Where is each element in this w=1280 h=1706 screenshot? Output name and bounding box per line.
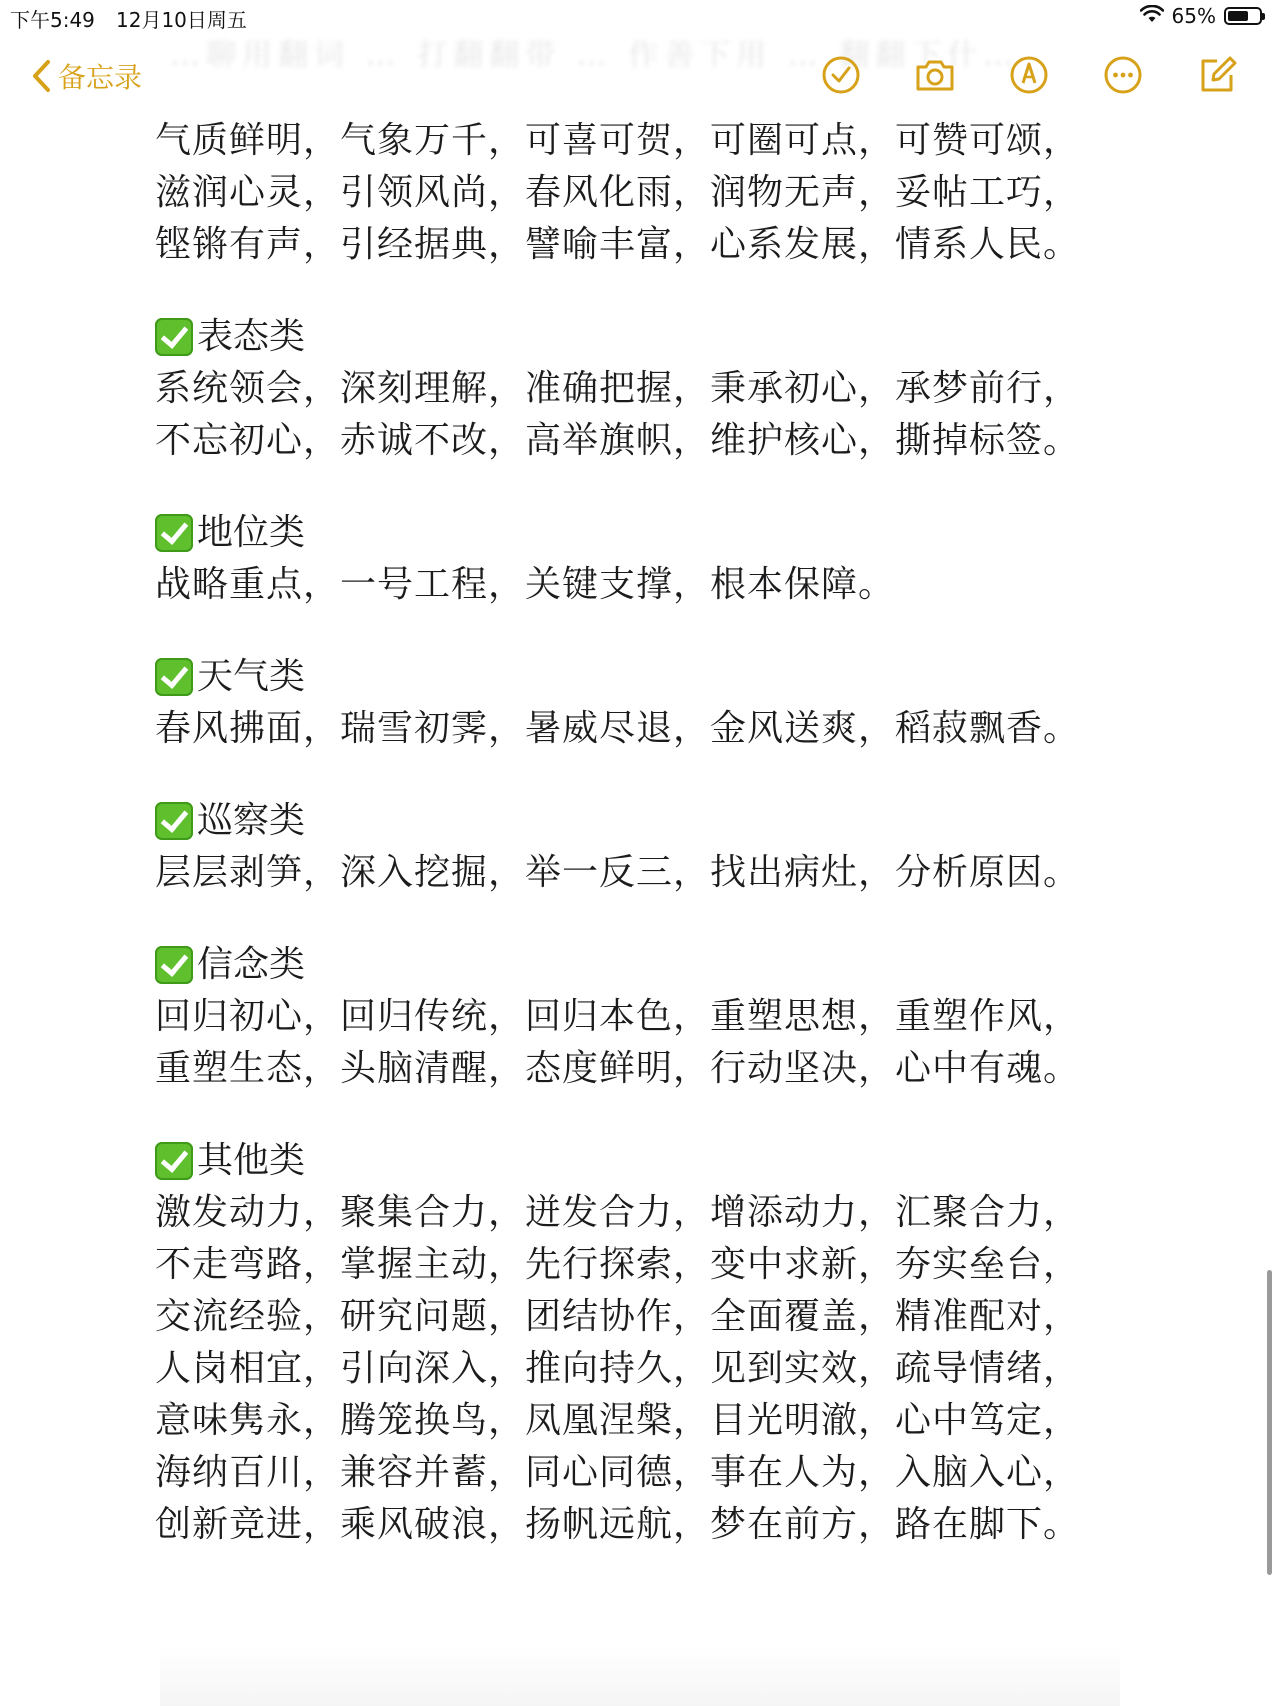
- toolbar: [818, 52, 1240, 98]
- note-line: 不走弯路，掌握主动，先行探索，变中求新，夯实垒台，: [155, 1244, 1081, 1285]
- section-heading: [155, 507, 1155, 559]
- checklist-icon: [819, 53, 863, 97]
- note-line: 滋润心灵，引领风尚，春风化雨，润物无声，妥帖工巧，: [155, 172, 1081, 213]
- section-heading: [155, 311, 1155, 363]
- note-line: 春风拂面，瑞雪初霁，暑威尽退，金风送爽，稻菽飘香。: [155, 708, 1081, 749]
- note-line: 回归初心，回归传统，回归本色，重塑思想，重塑作风，: [155, 996, 1081, 1037]
- checklist-button[interactable]: [818, 52, 864, 98]
- note-line: 铿锵有声，引经据典，譬喻丰富，心系发展，情系人民。: [155, 224, 1081, 265]
- section-title: 其他类: [197, 1140, 306, 1181]
- back-button[interactable]: [30, 56, 142, 96]
- note-line: 重塑生态，头脑清醒，态度鲜明，行动坚决，心中有魂。: [155, 1048, 1081, 1089]
- note-line: 人岗相宜，引向深入，推向持久，见到实效，疏导情绪，: [155, 1348, 1081, 1389]
- note-line: 气质鲜明，气象万千，可喜可贺，可圈可点，可赞可颂，: [155, 120, 1081, 161]
- check-mark-icon: [155, 514, 193, 552]
- section-tianqi: [155, 651, 1155, 755]
- check-mark-icon: [155, 946, 193, 984]
- scrolled-text-behind-nav: …聊用翻词 … 打翻翻带 … 作善下用 … 翻翻下什…: [170, 38, 1020, 73]
- section-biaotai: [155, 311, 1155, 467]
- section-xuncha: [155, 795, 1155, 899]
- back-button-label: 备忘录: [58, 61, 143, 94]
- section-title: 巡察类: [197, 800, 306, 841]
- note-line: 创新竞进，乘风破浪，扬帆远航，梦在前方，路在脚下。: [155, 1504, 1081, 1545]
- nav-bar: [0, 34, 1280, 120]
- camera-icon: [913, 53, 957, 97]
- markup-button[interactable]: [1006, 52, 1052, 98]
- compose-icon: [1195, 53, 1239, 97]
- battery-percent: 65%: [1171, 4, 1216, 28]
- note-line: 不忘初心，赤诚不改，高举旗帜，维护核心，撕掉标签。: [155, 420, 1081, 461]
- section-title: 表态类: [197, 316, 306, 357]
- camera-button[interactable]: [912, 52, 958, 98]
- bottom-fade: [160, 1646, 1120, 1706]
- note-line: 交流经验，研究问题，团结协作，全面覆盖，精准配对，: [155, 1296, 1081, 1337]
- compose-button[interactable]: [1194, 52, 1240, 98]
- note-line: 海纳百川，兼容并蓄，同心同德，事在人为，入脑入心，: [155, 1452, 1081, 1493]
- battery-level: [1228, 11, 1248, 21]
- ellipsis-icon: [1101, 53, 1145, 97]
- section-heading: [155, 1135, 1155, 1187]
- section-heading: [155, 939, 1155, 991]
- wifi-icon: [1140, 4, 1164, 28]
- chevron-left-icon: [30, 58, 52, 94]
- section-heading: [155, 795, 1155, 847]
- status-indicators: [1140, 4, 1262, 28]
- intro-block: [155, 115, 1155, 271]
- check-mark-icon: [155, 318, 193, 356]
- pen-tip-icon: [1007, 53, 1051, 97]
- note-line: 意味隽永，腾笼换鸟，凤凰涅槃，目光明澈，心中笃定，: [155, 1400, 1081, 1441]
- section-diwei: [155, 507, 1155, 611]
- note-line: 层层剥笋，深入挖掘，举一反三，找出病灶，分析原因。: [155, 852, 1081, 893]
- check-mark-icon: [155, 802, 193, 840]
- section-title: 天气类: [197, 656, 306, 697]
- section-xinnian: [155, 939, 1155, 1095]
- note-line: 系统领会，深刻理解，准确把握，秉承初心，承梦前行，: [155, 368, 1081, 409]
- section-qita: [155, 1135, 1155, 1551]
- battery-icon: [1224, 7, 1262, 25]
- section-title: 信念类: [197, 944, 306, 985]
- more-button[interactable]: [1100, 52, 1146, 98]
- status-bar: [0, 0, 1280, 34]
- status-date: 12月10日周五: [116, 8, 247, 32]
- note-body[interactable]: [155, 115, 1155, 1551]
- vertical-scrollbar[interactable]: [1267, 1270, 1272, 1575]
- note-line: 战略重点，一号工程，关键支撑，根本保障。: [155, 564, 896, 605]
- section-heading: [155, 651, 1155, 703]
- check-mark-icon: [155, 658, 193, 696]
- check-mark-icon: [155, 1142, 193, 1180]
- note-line: 激发动力，聚集合力，迸发合力，增添动力，汇聚合力，: [155, 1192, 1081, 1233]
- section-title: 地位类: [197, 512, 306, 553]
- status-time: 下午5:49: [10, 8, 95, 32]
